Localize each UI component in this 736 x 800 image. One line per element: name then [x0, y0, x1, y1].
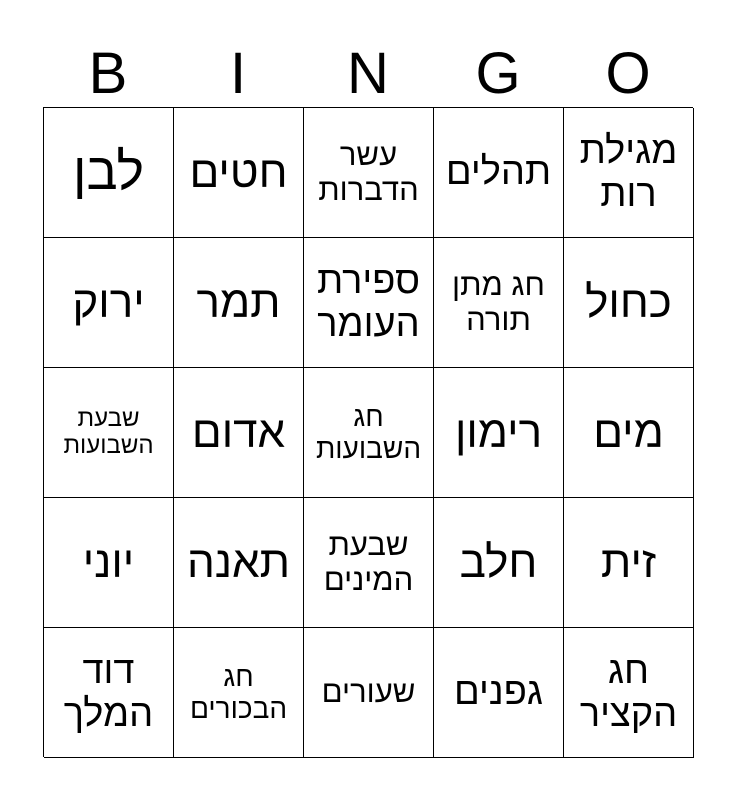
bingo-cell[interactable]: חג השבועות [304, 368, 434, 498]
header-letter-i: I [229, 41, 247, 106]
bingo-cell[interactable]: דוד המלך [44, 628, 174, 758]
bingo-cell[interactable]: זית [564, 498, 694, 628]
bingo-cell[interactable]: שעורים [304, 628, 434, 758]
bingo-cell[interactable]: לבן [44, 108, 174, 238]
bingo-cell[interactable]: חלב [434, 498, 564, 628]
header-letter-b: B [88, 41, 128, 106]
bingo-cell[interactable]: יוני [44, 498, 174, 628]
bingo-cell[interactable]: רימון [434, 368, 564, 498]
bingo-cell[interactable]: תהלים [434, 108, 564, 238]
header-letter-o: O [605, 41, 651, 106]
bingo-cell[interactable]: עשר הדברות [304, 108, 434, 238]
bingo-board [43, 107, 693, 757]
bingo-header [43, 40, 693, 108]
bingo-cell[interactable]: שבעת המינים [304, 498, 434, 628]
bingo-cell[interactable]: תאנה [174, 498, 304, 628]
header-letter-g: G [475, 41, 521, 106]
bingo-cell[interactable]: ספירת העומר [304, 238, 434, 368]
bingo-cell[interactable]: חג הבכורים [174, 628, 304, 758]
bingo-cell[interactable]: מים [564, 368, 694, 498]
bingo-cell[interactable]: גפנים [434, 628, 564, 758]
bingo-cell[interactable]: אדום [174, 368, 304, 498]
bingo-cell[interactable]: חטים [174, 108, 304, 238]
bingo-cell[interactable]: כחול [564, 238, 694, 368]
bingo-cell[interactable]: תמר [174, 238, 304, 368]
bingo-cell[interactable]: חג הקציר [564, 628, 694, 758]
header-letter-n: N [347, 41, 389, 106]
bingo-cell[interactable]: מגילת רות [564, 108, 694, 238]
bingo-cell[interactable]: שבעת השבועות [44, 368, 174, 498]
bingo-cell[interactable]: ירוק [44, 238, 174, 368]
bingo-cell[interactable]: חג מתן תורה [434, 238, 564, 368]
